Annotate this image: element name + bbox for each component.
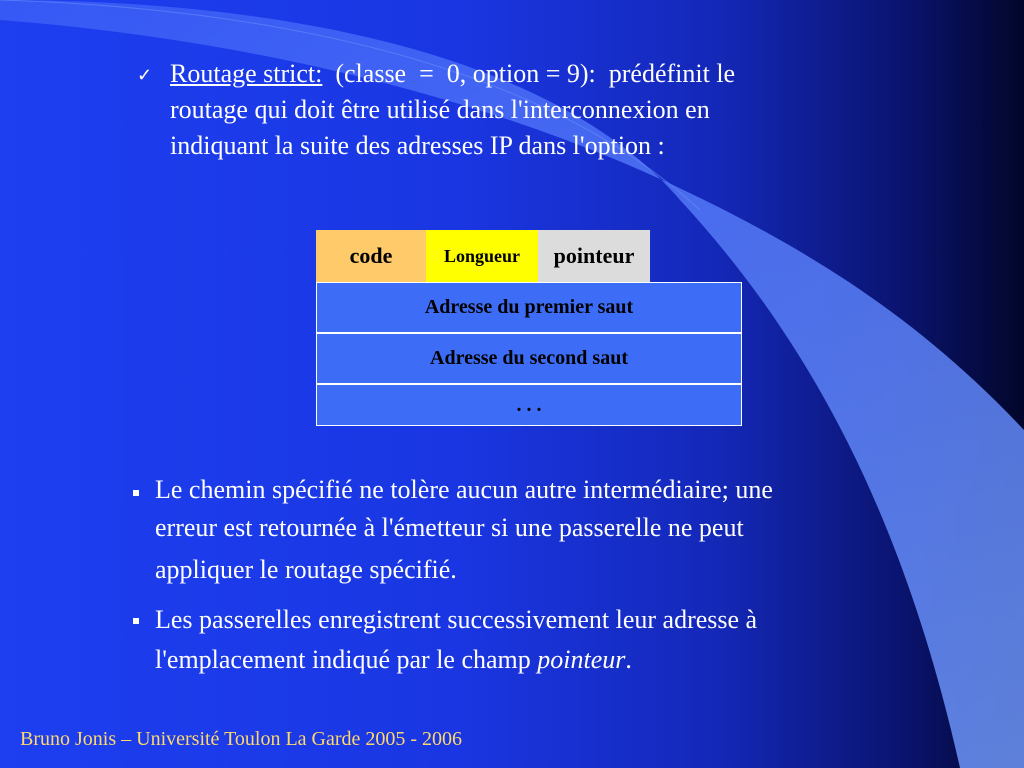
- bullet-1-line-1: Le chemin spécifié ne tolère aucun autre intermédiaire; une: [155, 475, 773, 504]
- pointeur-italic: pointeur: [537, 645, 626, 674]
- first-bullet-line-3: indiquant la suite des adresses IP dans l'option :: [170, 131, 665, 160]
- longueur-field: Longueur: [426, 230, 538, 282]
- second-hop-address-row: Adresse du second saut: [316, 333, 742, 384]
- bullet-1-line-2: erreur est retournée à l'émetteur si une passerelle ne peut: [155, 513, 744, 542]
- bullet-1-line-3: appliquer le routage spécifié.: [155, 555, 457, 584]
- first-bullet-line-1-text: (classe = 0, option = 9): prédéfinit le: [322, 59, 736, 88]
- bullet-2-line-1: Les passerelles enregistrent successivement leur adresse à: [155, 605, 758, 634]
- square-bullet-icon: [133, 490, 139, 496]
- first-hop-address-row: Adresse du premier saut: [316, 282, 742, 333]
- ellipsis-row: . . .: [316, 384, 742, 426]
- bullet-2-line-2-text: l'emplacement indiqué par le champ: [155, 645, 538, 674]
- first-bullet-line-1: [170, 56, 735, 92]
- square-bullet-icon: [133, 618, 139, 624]
- first-bullet-line-2: routage qui doit être utilisé dans l'interconnexion en: [170, 95, 710, 124]
- pointeur-field: pointeur: [538, 230, 650, 282]
- footer-credit: Bruno Jonis – Université Toulon La Garde 2005 - 2006: [20, 728, 463, 750]
- bullet-2-period: .: [625, 645, 632, 674]
- code-field: code: [316, 230, 426, 282]
- checkmark-bullet-icon: ✓: [137, 65, 153, 85]
- routage-strict-link[interactable]: Routage strict:: [170, 59, 323, 88]
- bullet-2-line-2: [155, 642, 632, 678]
